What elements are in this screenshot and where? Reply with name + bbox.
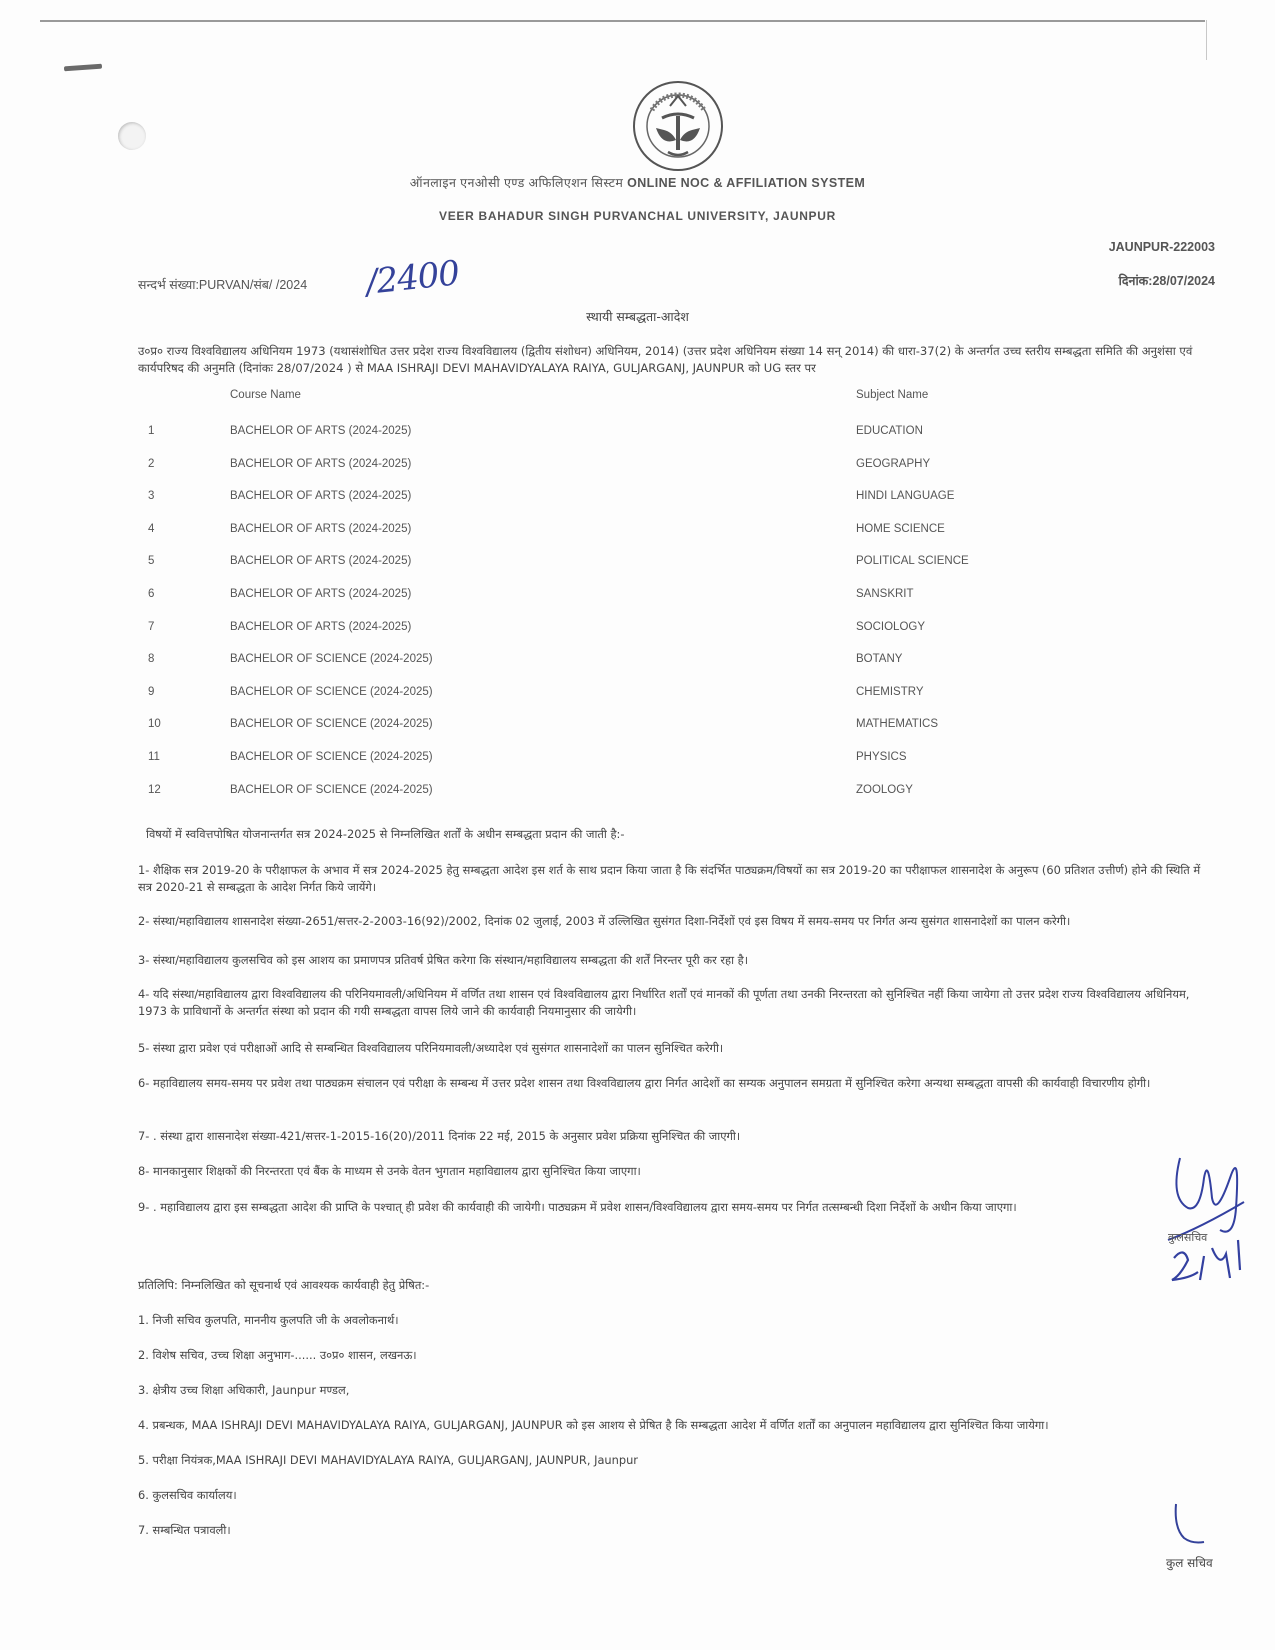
course-name: BACHELOR OF SCIENCE (2024-2025) [230,718,433,731]
condition-9: 9- . महाविद्यालय द्वारा इस सम्बद्धता आदेश की प्राप्ति के पश्चात् ही प्रवेश की कार्यवाही की जायेगी। पाठ्यक्रम में प्रवेश शासन/विश्वविद्यालय द्वारा समय-समय पर निर्गत तत्सम्बन्धी दिशा निर्देशों के अधीन किया जाएगा। [138,1200,1017,1214]
course-name: BACHELOR OF ARTS (2024-2025) [230,522,412,535]
subject-name: HINDI LANGUAGE [856,490,955,503]
subject-name: ZOOLOGY [856,783,913,796]
row-number: 10 [148,718,161,731]
subject-name: EDUCATION [856,425,923,437]
row-number: 1 [148,425,155,437]
pincode: JAUNPUR-222003 [1108,240,1215,254]
document-title: स्थायी सम्बद्धता-आदेश [586,309,689,324]
course-name: BACHELOR OF ARTS (2024-2025) [230,620,412,633]
row-number: 7 [148,620,155,633]
reference-number: सन्दर्भ संख्या:PURVAN/संब/ /2024 [138,278,308,292]
row-number: 6 [148,587,155,600]
condition-8: 8- मानकानुसार शिक्षकों की निरन्तरता एवं बैंक के माध्यम से उनके वेतन भुगतान महाविद्यालय द्वारा सुनिश्चित किया जाएगा। [138,1164,641,1178]
course-name: BACHELOR OF ARTS (2024-2025) [230,457,412,470]
subject-name: PHYSICS [856,750,907,763]
condition-7: 7- . संस्था द्वारा शासनादेश संख्या-421/सत्तर-1-2015-16(20)/2011 दिनांक 22 मई, 2015 के अनुसार प्रवेश प्रक्रिया सुनिश्चित की जाएगी। [138,1129,741,1143]
course-name: BACHELOR OF ARTS (2024-2025) [230,555,412,568]
row-number: 11 [148,750,160,763]
up-government-emblem-icon [632,80,724,172]
row-number: 4 [148,522,155,535]
condition-2: 2- संस्था/महाविद्यालय शासनादेश संख्या-2651/सत्तर-2-2003-16(92)/2002, दिनांक 02 जुलाई, 2003 में उल्लिखित सुसंगत दिशा-निर्देशों एवं इस विषय में समय-समय पर निर्गत अन्य सुसंगत शासनादेशों का पालन करेगी। [138,914,1071,928]
table-row [0,538,1275,571]
table-row [0,408,1275,441]
subject-name: SOCIOLOGY [856,620,926,633]
copy-6: 6. कुलसचिव कार्यालय। [138,1488,237,1502]
row-number: 12 [148,783,161,796]
course-name: BACHELOR OF ARTS (2024-2025) [230,587,412,600]
copy-5: 5. परीक्षा नियंत्रक,MAA ISHRAJI DEVI MAHAVIDYALAYA RAIYA, GULJARGANJ, JAUNPUR, Jaunpur [138,1453,638,1467]
system-title [0,174,1275,191]
condition-6: 6- महाविद्यालय समय-समय पर प्रवेश तथा पाठ्यक्रम संचालन एवं परीक्षा के सम्बन्ध में उत्तर प्रदेश शासन तथा विश्वविद्यालय द्वारा निर्गत आदेशों का सम्यक अनुपालन समग्रता में सुनिश्चित करेगा अन्यथा सम्बद्धता वापसी की कार्यवाही विचारणीय होगी। [138,1076,1151,1090]
system-title-hindi: ऑनलाइन एनओसी एण्ड अफिलिएशन सिस्टम [409,176,624,190]
condition-5: 5- संस्था द्वारा प्रवेश एवं परीक्षाओं आदि से सम्बन्धित विश्वविद्यालय परिनियमावली/अध्यादेश एवं सुसंगत शासनादेशों का पालन सुनिश्चित करेगी। [138,1041,724,1055]
copy-1: 1. निजी सचिव कुलपति, माननीय कुलपति जी के अवलोकनार्थ। [138,1313,399,1327]
affiliation-table [0,408,1275,799]
subject-name: CHEMISTRY [856,685,924,698]
condition-4: 4- यदि संस्था/महाविद्यालय द्वारा विश्वविद्यालय की परिनियमावली/अधिनियम में वर्णित तथा शासन एवं विश्वविद्यालय द्वारा निर्धारित शर्तों एवं मानकों की पूर्णता तथा उनकी निरन्तरता को सुनिश्चित नहीं किया जायेगा तो उत्तर प्रदेश राज्य विश्वविद्यालय अधिनियम, 1973 के प्राविधानों के अन्तर्गत संस्था को प्रदान की गयी सम्बद्धता वापस लिये जाने की कार्यवाही नियमानुसार की जायेगी। [138,987,1190,1018]
table-row [0,571,1275,604]
course-name: BACHELOR OF ARTS (2024-2025) [230,425,412,437]
course-name: BACHELOR OF SCIENCE (2024-2025) [230,685,433,698]
course-name: BACHELOR OF ARTS (2024-2025) [230,490,412,503]
copy-2: 2. विशेष सचिव, उच्च शिक्षा अनुभाग-...... उ०प्र० शासन, लखनऊ। [138,1348,417,1362]
conditions-intro: विषयों में स्ववित्तपोषित योजनान्तर्गत सत्र 2024-2025 से निम्नलिखित शर्तों के अधीन सम्बद्धता प्रदान की जाती है:- [146,827,625,841]
copy-intro: प्रतिलिपि: निम्नलिखित को सूचनार्थ एवं आवश्यक कार्यवाही हेतु प्रेषित:- [138,1278,430,1292]
staple-mark [64,64,102,72]
subject-name: MATHEMATICS [856,718,938,731]
system-title-english: ONLINE NOC & AFFILIATION SYSTEM [627,176,866,190]
footer-signatory: कुल सचिव [1166,1556,1213,1570]
row-number: 3 [148,490,155,503]
subject-name: HOME SCIENCE [856,522,945,535]
table-row [0,669,1275,702]
punch-hole [118,122,146,150]
copy-7: 7. सम्बन्धित पत्रावली। [138,1523,231,1537]
condition-3: 3- संस्था/महाविद्यालय कुलसचिव को इस आशय का प्रमाणपत्र प्रतिवर्ष प्रेषित करेगा कि संस्थान/महाविद्यालय सम्बद्धता की शर्तें निरन्तर पूरी कर रहा है। [138,953,749,967]
subject-name: GEOGRAPHY [856,457,931,470]
course-name: BACHELOR OF SCIENCE (2024-2025) [230,750,433,763]
table-row [0,441,1275,474]
condition-1: 1- शैक्षिक सत्र 2019-20 के परीक्षाफल के अभाव में सत्र 2024-2025 हेतु सम्बद्धता आदेश इस शर्त के साथ प्रदान किया जाता है कि संदर्भित पाठ्यक्रम/विषयों का सत्र 2019-20 का परीक्षाफल शासनादेश के अनुरूप (60 प्रतिशत उत्तीर्ण) होने की स्थिति में सत्र 2020-21 से सम्बद्धता के आदेश निर्गत किये जायेंगे। [138,863,1201,894]
table-row [0,506,1275,539]
reference-handwritten: /2400 [364,253,461,303]
table-row [0,734,1275,767]
subject-name: POLITICAL SCIENCE [856,555,969,568]
table-row [0,767,1275,800]
issue-date: दिनांक:28/07/2024 [1118,274,1215,288]
row-number: 9 [148,685,155,698]
scan-edge-top [40,20,1205,22]
intro-paragraph: उ०प्र० राज्य विश्वविद्यालय अधिनियम 1973 (यथासंशोधित उत्तर प्रदेश राज्य विश्वविद्यालय (द्वितीय संशोधन) अधिनियम, 2014) (उत्तर प्रदेश अधिनियम संख्या 14 सन् 2014) की धारा-37(2) के अन्तर्गत उच्च स्तरीय सम्बद्धता समिति की अनुशंसा एवं कार्यपरिषद की अनुमति (दिनांकः 28/07/2024 ) से MAA ISHRAJI DEVI MAHAVIDYALAYA RAIYA, GULJARGANJ, JAUNPUR को UG स्तर पर [138,344,1193,375]
copy-3: 3. क्षेत्रीय उच्च शिक्षा अधिकारी, Jaunpur मण्डल, [138,1383,350,1397]
university-name: VEER BAHADUR SINGH PURVANCHAL UNIVERSITY, JAUNPUR [438,209,836,223]
course-name: BACHELOR OF SCIENCE (2024-2025) [230,653,433,666]
course-name: BACHELOR OF SCIENCE (2024-2025) [230,783,433,796]
row-number: 5 [148,555,155,568]
copy-4: 4. प्रबन्धक, MAA ISHRAJI DEVI MAHAVIDYALAYA RAIYA, GULJARGANJ, JAUNPUR को इस आशय से प्रेषित है कि सम्बद्धता आदेश में वर्णित शर्तों का अनुपालन महाविद्यालय द्वारा सुनिश्चित किया जायेगा। [138,1418,1049,1432]
scan-edge-right [1206,20,1207,60]
row-number: 2 [148,457,155,470]
table-row [0,473,1275,506]
table-row [0,636,1275,669]
subject-name: BOTANY [856,653,903,666]
table-row [0,701,1275,734]
row-number: 8 [148,653,155,666]
header-subject-name: Subject Name [856,389,929,401]
table-row [0,604,1275,637]
footer-signature [1170,1502,1210,1546]
header-course-name: Course Name [230,389,301,401]
subject-name: SANSKRIT [856,587,914,600]
signature-label: कुलसचिव [1168,1231,1208,1244]
